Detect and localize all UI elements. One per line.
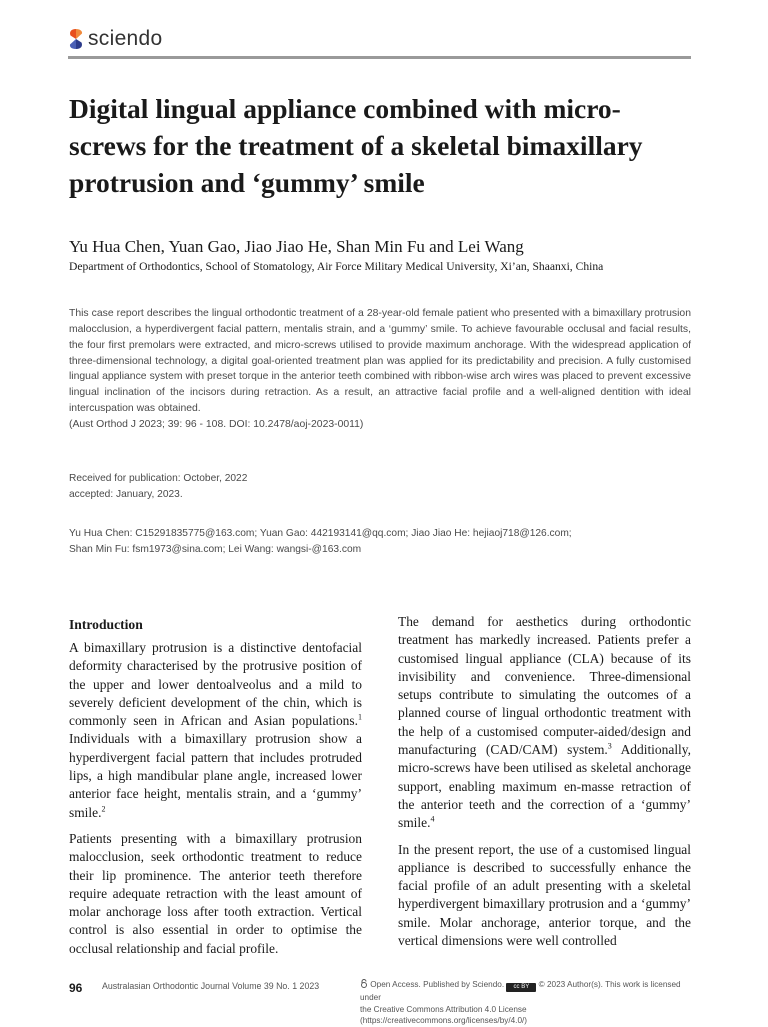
emails-line-1: Yu Hua Chen: C15291835775@163.com; Yuan Gao: 442193141@qq.com; Jiao Jiao He: hejiaoj718@126.com; <box>69 528 572 539</box>
open-access-text: Open Access. Published by Sciendo. <box>370 980 505 989</box>
page-footer <box>69 979 694 1025</box>
paragraph <box>398 613 691 833</box>
body-column-left <box>69 615 362 966</box>
copyright-text: © 2023 Author(s). This work is licensed under <box>360 980 681 1002</box>
cc-by-license-icon[interactable]: cc BY <box>506 983 536 992</box>
abstract: This case report describes the lingual orthodontic treatment of a 28-year-old female patient who presented with a bimaxillary protrusion malocclusion, a hyperdivergent facial pattern, mentalis strain, and a ‘gummy’ smile. To achieve favourable occlusal and facial results, the four first premolars were extracted, and micro-screws utilised to provide maximum anchorage. With the widespread application of three-dimensional technology, a digital goal-oriented treatment plan was applied for its predictability and precision. A fully customised lingual appliance system with preset torque in the anterior teeth combined with ribbon-wise arch wires was placed to prevent excessive lingual inclination of the incisors during retraction. As a result, an attractive facial profile and a well-aligned dentition with ideal intercuspation was obtained. <box>69 308 691 415</box>
article-title: Digital lingual appliance combined with micro-screws for the treatment of a skeletal bimaxillary protrusion and ‘gummy’ smile <box>69 93 643 198</box>
reference-marker[interactable]: 3 <box>607 741 612 751</box>
open-access-icon <box>360 979 368 988</box>
reference-marker[interactable]: 1 <box>358 712 362 722</box>
received-date: Received for publication: October, 2022 <box>69 473 248 484</box>
paragraph: In the present report, the use of a customised lingual appliance is described to successfully enhance the facial profile of an adult presenting with a skeletal hyperdivergent bimaxillary protrusion and a ‘gummy’ smile. Molar anchorage, anterior torque, and the vertical dimensions were well controlled <box>398 841 691 949</box>
paragraph <box>69 639 362 822</box>
publisher-header <box>68 26 162 52</box>
paragraph-text: Additionally, micro-screws have been utilised as skeletal anchorage support, enabling maximum en-masse retraction of the anterior teeth and the correction of a ‘gummy’ smile. <box>398 742 691 831</box>
section-heading-introduction: Introduction <box>69 617 143 632</box>
reference-marker[interactable]: 4 <box>430 814 435 824</box>
citation: (Aust Orthod J 2023; 39: 96 - 108. DOI: 10.2478/aoj-2023-0011) <box>69 419 364 430</box>
header-divider <box>68 56 691 59</box>
journal-info: Australasian Orthodontic Journal Volume 39 No. 1 2023 <box>102 981 320 991</box>
page-number: 96 <box>69 981 83 995</box>
paragraph-text: Individuals with a bimaxillary protrusion show a hyperdivergent facial pattern that includes protruded lips, a high mandibular plane angle, increased lower anterior face height, mentalis strain, and a ‘gummy’ smile. <box>69 731 362 820</box>
author-list: Yu Hua Chen, Yuan Gao, Jiao Jiao He, Shan Min Fu and Lei Wang <box>69 237 524 256</box>
publisher-name: sciendo <box>88 27 163 50</box>
emails-line-2: Shan Min Fu: fsm1973@sina.com; Lei Wang: wangsi-@163.com <box>69 544 362 555</box>
license-notice <box>360 979 695 1027</box>
paragraph-text: The demand for aesthetics during orthodontic treatment has markedly increased. Patients prefer a customised lingual appliance (CLA) because of its invisibility and convenience. Three-dimensional setups contribute to simulating the outcomes of a planned course of lingual orthodontic treatment with the help of a customised computer-aided/design and manufacturing (CAD/CAM) system. <box>398 614 691 758</box>
publication-dates <box>69 471 689 502</box>
reference-marker[interactable]: 2 <box>101 804 106 814</box>
paragraph-text: A bimaxillary protrusion is a distinctive dentofacial deformity characterised by the protrusive position of the upper and lower dentoalveolus and a mild to severely deficient development of the chin, which is commonly seen in African and Asian populations. <box>69 640 362 729</box>
body-column-right <box>398 613 691 958</box>
accepted-date: accepted: January, 2023. <box>69 488 183 500</box>
sciendo-logo-icon <box>68 28 84 50</box>
paragraph: Patients presenting with a bimaxillary protrusion malocclusion, seek orthodontic treatment to reduce their lip prominence. The anterior teeth therefore require adequate retraction with the least amount of molar anchorage loss after tooth extraction. Vertical control is also essential in order to optimise the occlusal relationship and facial profile. <box>69 830 362 956</box>
license-link-text[interactable]: the Creative Commons Attribution 4.0 License (https://creativecommons.org/licenses/by/4.0/) <box>360 1004 528 1025</box>
author-emails <box>69 526 691 558</box>
author-affiliation: Department of Orthodontics, School of Stomatology, Air Force Military Medical University, Xi’an, Shaanxi, China <box>69 260 604 273</box>
